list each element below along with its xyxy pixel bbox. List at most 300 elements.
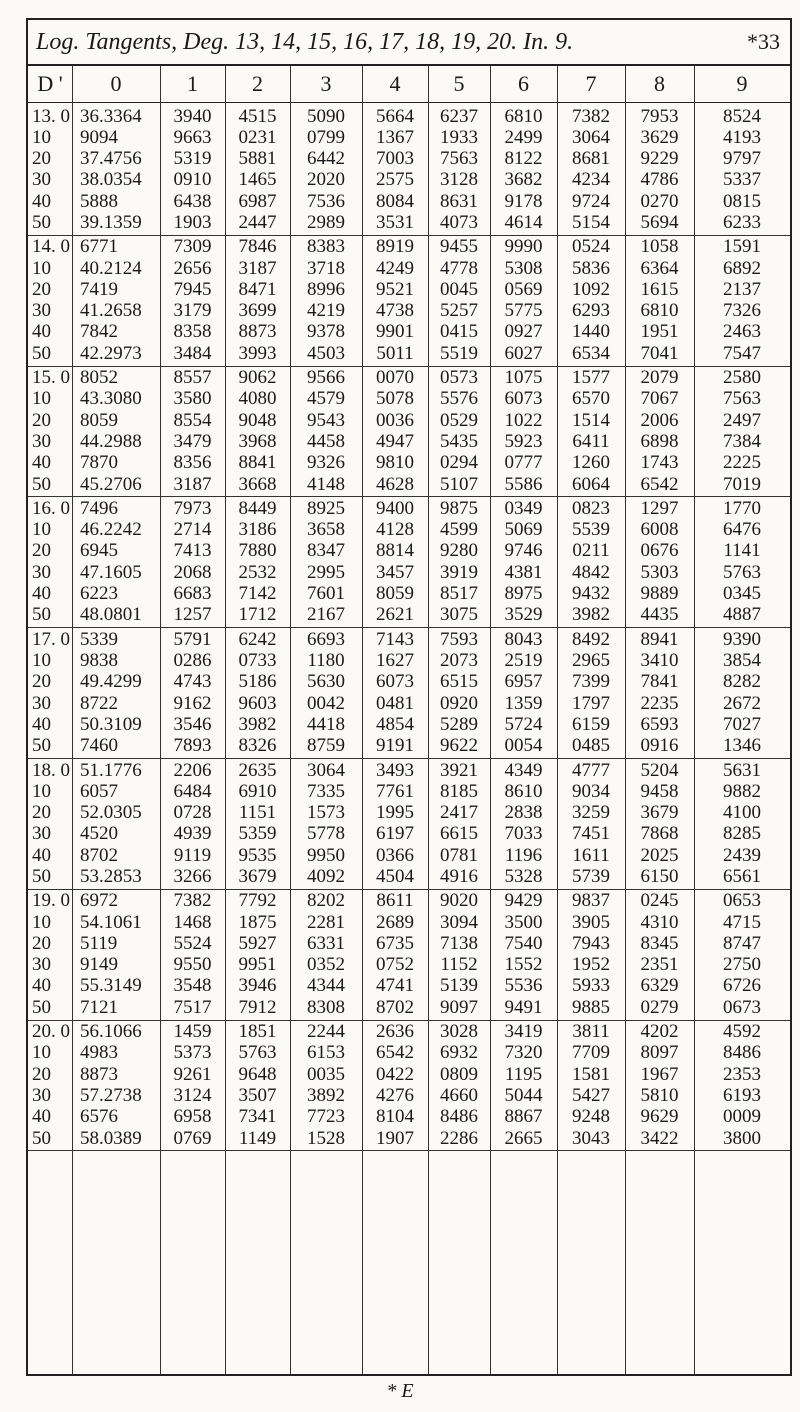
log-value-cell: 2079 — [640, 367, 679, 389]
log-value-cell: 4128 — [376, 519, 414, 541]
log-value-cell: 5337 — [723, 169, 761, 191]
table-row — [28, 583, 790, 604]
table-row — [28, 367, 790, 388]
column-rule — [362, 66, 363, 1374]
log-value-cell: 0286 — [173, 649, 212, 671]
log-value-cell: 1552 — [504, 954, 543, 976]
log-value-cell: 8996 — [307, 278, 345, 300]
log-value-cell: 9458 — [640, 780, 679, 802]
minute-label: 20 — [32, 802, 51, 824]
log-value-cell: 9491 — [504, 996, 543, 1018]
minute-label: 10 — [32, 388, 51, 410]
table-row — [28, 388, 790, 409]
log-value-cell: 8941 — [640, 628, 679, 650]
table-row — [28, 300, 790, 321]
table-row — [28, 671, 790, 692]
log-value-cell: 3419 — [504, 1021, 543, 1043]
log-value-cell: 5303 — [640, 561, 679, 583]
log-value-cell: 6073 — [504, 388, 543, 410]
log-value-cell: 1075 — [504, 367, 543, 389]
log-value-cell: 7496 — [80, 497, 118, 519]
log-value-cell: 8702 — [80, 844, 118, 866]
log-value-cell: 2499 — [504, 126, 543, 148]
log-value-cell: 40.2124 — [80, 257, 142, 279]
table-row — [28, 912, 790, 933]
minute-label: 40 — [32, 713, 51, 735]
log-value-cell: 4778 — [440, 257, 478, 279]
log-value-cell: 3946 — [238, 975, 277, 997]
log-value-cell: 3982 — [238, 713, 277, 735]
log-value-cell: 5933 — [572, 975, 610, 997]
log-value-cell: 7382 — [572, 105, 610, 127]
table-row — [28, 127, 790, 148]
log-value-cell: 7460 — [80, 735, 118, 757]
log-value-cell: 5539 — [572, 519, 610, 541]
log-value-cell: 5631 — [723, 759, 761, 781]
log-value-cell: 1180 — [307, 649, 345, 671]
log-value-cell: 0769 — [173, 1127, 212, 1149]
log-value-cell: 1346 — [723, 735, 761, 757]
log-value-cell: 5664 — [376, 105, 414, 127]
log-value-cell: 4435 — [640, 604, 679, 626]
log-value-cell: 1465 — [238, 169, 277, 191]
log-value-cell: 8814 — [376, 540, 414, 562]
log-value-cell: 3718 — [307, 257, 345, 279]
log-value-cell: 3028 — [440, 1021, 478, 1043]
log-value-cell: 1092 — [572, 278, 610, 300]
log-value-cell: 9535 — [238, 844, 277, 866]
log-value-cell: 0676 — [640, 540, 679, 562]
log-value-cell: 8052 — [80, 367, 118, 389]
log-value-cell: 4628 — [376, 473, 414, 495]
log-value-cell: 4738 — [376, 300, 414, 322]
log-value-cell: 5630 — [307, 671, 345, 693]
log-value-cell: 44.2988 — [80, 430, 142, 452]
log-value-cell: 2447 — [238, 212, 277, 233]
log-value-cell: 3993 — [238, 342, 277, 364]
log-value-cell: 1151 — [238, 802, 277, 824]
log-value-cell: 8356 — [173, 452, 212, 474]
log-value-cell: 6159 — [572, 713, 610, 735]
log-value-cell: 0823 — [572, 497, 610, 519]
log-value-cell: 1367 — [376, 126, 414, 148]
log-value-cell: 5888 — [80, 190, 118, 212]
column-header-1: 0 — [110, 71, 122, 96]
table-frame — [26, 18, 792, 1376]
log-value-cell: 9248 — [572, 1106, 610, 1128]
log-value-cell: 3546 — [173, 713, 212, 735]
log-value-cell: 8059 — [376, 583, 414, 605]
log-value-cell: 5427 — [572, 1084, 610, 1106]
log-value-cell: 1952 — [572, 954, 610, 976]
table-row — [28, 845, 790, 866]
log-value-cell: 8282 — [723, 671, 761, 693]
log-value-cell: 5339 — [80, 628, 118, 650]
log-value-cell: 4148 — [307, 473, 345, 495]
log-value-cell: 3682 — [504, 169, 543, 191]
log-value-cell: 6438 — [173, 190, 212, 212]
log-value-cell: 6683 — [173, 583, 212, 605]
log-value-cell: 6442 — [307, 148, 345, 170]
log-value-cell: 4515 — [238, 105, 277, 127]
log-value-cell: 6945 — [80, 540, 118, 562]
log-value-cell: 2636 — [376, 1021, 414, 1043]
log-value-cell: 7893 — [173, 735, 212, 757]
minute-label: 40 — [32, 452, 51, 474]
log-value-cell: 2351 — [640, 954, 679, 976]
log-value-cell: 3699 — [238, 300, 277, 322]
log-value-cell: 0345 — [723, 583, 761, 605]
log-value-cell: 9901 — [376, 321, 414, 343]
table-row — [28, 1042, 790, 1063]
log-value-cell: 1514 — [572, 409, 610, 431]
degree-block-18 — [28, 758, 790, 890]
log-value-cell: 9261 — [173, 1063, 212, 1085]
log-value-cell: 7709 — [572, 1042, 610, 1064]
log-value-cell: 4777 — [572, 759, 610, 781]
table-row — [28, 823, 790, 844]
log-value-cell: 3811 — [572, 1021, 610, 1043]
log-value-cell: 0366 — [376, 844, 414, 866]
log-value-cell: 2006 — [640, 409, 679, 431]
table-row — [28, 954, 790, 975]
log-value-cell: 4660 — [440, 1084, 478, 1106]
log-value-cell: 41.2658 — [80, 300, 142, 322]
log-value-cell: 2235 — [640, 692, 679, 714]
log-value-cell: 8492 — [572, 628, 610, 650]
log-value-cell: 38.0354 — [80, 169, 142, 191]
log-value-cell: 7413 — [173, 540, 212, 562]
log-value-cell: 9885 — [572, 996, 610, 1018]
log-value-cell: 1591 — [723, 236, 761, 258]
log-value-cell: 4786 — [640, 169, 679, 191]
log-value-cell: 7601 — [307, 583, 345, 605]
log-value-cell: 9622 — [440, 735, 478, 757]
table-row — [28, 321, 790, 342]
log-value-cell: 6910 — [238, 780, 277, 802]
log-value-cell: 3457 — [376, 561, 414, 583]
log-value-cell: 2532 — [238, 561, 277, 583]
log-value-cell: 57.2738 — [80, 1084, 142, 1106]
log-value-cell: 4579 — [307, 388, 345, 410]
log-value-cell: 6735 — [376, 932, 414, 954]
log-value-cell: 5186 — [238, 671, 277, 693]
minute-label: 20 — [32, 148, 51, 170]
log-value-cell: 1195 — [504, 1063, 543, 1085]
log-value-cell: 5319 — [173, 148, 212, 170]
log-value-cell: 0524 — [572, 236, 610, 258]
log-value-cell: 7593 — [440, 628, 478, 650]
log-value-cell: 37.4756 — [80, 148, 142, 170]
log-value-cell: 5119 — [80, 932, 118, 954]
log-value-cell: 9162 — [173, 692, 212, 714]
column-header-row — [28, 66, 790, 103]
column-header-4: 3 — [320, 71, 332, 96]
minute-label: 40 — [32, 975, 51, 997]
column-rule — [428, 66, 429, 1374]
log-value-cell: 3479 — [173, 430, 212, 452]
table-row — [28, 169, 790, 190]
minute-label: 40 — [32, 844, 51, 866]
log-value-cell: 2635 — [238, 759, 277, 781]
log-value-cell: 2439 — [723, 844, 761, 866]
log-value-cell: 6810 — [640, 300, 679, 322]
minute-label: 30 — [32, 561, 51, 583]
log-value-cell: 8975 — [504, 583, 543, 605]
table-row — [28, 650, 790, 671]
minute-label: 10 — [32, 649, 51, 671]
log-value-cell: 8610 — [504, 780, 543, 802]
log-value-cell: 3968 — [238, 430, 277, 452]
log-value-cell: 2519 — [504, 649, 543, 671]
column-rule — [72, 66, 73, 1374]
log-value-cell: 8059 — [80, 409, 118, 431]
minute-label: 16. 0 — [32, 497, 70, 519]
log-value-cell: 7912 — [238, 996, 277, 1018]
log-value-cell: 6892 — [723, 257, 761, 279]
log-value-cell: 3043 — [572, 1127, 610, 1149]
log-value-cell: 0733 — [238, 649, 277, 671]
log-value-cell: 9543 — [307, 409, 345, 431]
log-value-cell: 2463 — [723, 321, 761, 343]
log-value-cell: 0529 — [440, 409, 478, 431]
minute-label: 50 — [32, 212, 51, 233]
log-value-cell: 4947 — [376, 430, 414, 452]
log-value-cell: 7945 — [173, 278, 212, 300]
log-value-cell: 6515 — [440, 671, 478, 693]
minute-label: 10 — [32, 126, 51, 148]
log-value-cell: 7723 — [307, 1106, 345, 1128]
minute-label: 10 — [32, 911, 51, 933]
column-rule — [290, 66, 291, 1374]
log-value-cell: 3629 — [640, 126, 679, 148]
log-value-cell: 0042 — [307, 692, 345, 714]
log-value-cell: 3800 — [723, 1127, 761, 1149]
log-value-cell: 9951 — [238, 954, 277, 976]
log-value-cell: 1627 — [376, 649, 414, 671]
log-value-cell: 6073 — [376, 671, 414, 693]
log-value-cell: 0070 — [376, 367, 414, 389]
log-value-cell: 5524 — [173, 932, 212, 954]
log-value-cell: 7870 — [80, 452, 118, 474]
log-value-cell: 7943 — [572, 932, 610, 954]
log-value-cell: 9048 — [238, 409, 277, 431]
log-value-cell: 9875 — [440, 497, 478, 519]
log-value-cell: 0653 — [723, 890, 761, 912]
log-value-cell: 9378 — [307, 321, 345, 343]
log-value-cell: 3179 — [173, 300, 212, 322]
log-value-cell: 9566 — [307, 367, 345, 389]
table-row — [28, 212, 790, 233]
log-value-cell: 4349 — [504, 759, 543, 781]
log-value-cell: 7143 — [376, 628, 414, 650]
log-value-cell: 4202 — [640, 1021, 679, 1043]
log-value-cell: 6987 — [238, 190, 277, 212]
log-value-cell: 6898 — [640, 430, 679, 452]
column-header-8: 7 — [585, 71, 597, 96]
table-row — [28, 975, 790, 996]
log-value-cell: 49.4299 — [80, 671, 142, 693]
minute-label: 30 — [32, 169, 51, 191]
degree-block-15 — [28, 366, 790, 498]
log-value-cell: 0752 — [376, 954, 414, 976]
log-value-cell: 0036 — [376, 409, 414, 431]
log-value-cell: 2750 — [723, 954, 761, 976]
log-value-cell: 8285 — [723, 823, 761, 845]
table-row — [28, 1085, 790, 1106]
minute-label: 50 — [32, 473, 51, 495]
page-number: *33 — [747, 29, 780, 54]
log-value-cell: 0777 — [504, 452, 543, 474]
log-value-cell: 5778 — [307, 823, 345, 845]
log-value-cell: 3892 — [307, 1084, 345, 1106]
log-value-cell: 8185 — [440, 780, 478, 802]
log-value-cell: 6364 — [640, 257, 679, 279]
table-row — [28, 519, 790, 540]
table-row — [28, 562, 790, 583]
minute-label: 20 — [32, 540, 51, 562]
log-value-cell: 46.2242 — [80, 519, 142, 541]
minute-label: 50 — [32, 1127, 51, 1149]
degree-block-20 — [28, 1020, 790, 1152]
table-row — [28, 997, 790, 1018]
log-value-cell: 58.0389 — [80, 1127, 142, 1149]
log-value-cell: 1152 — [440, 954, 478, 976]
log-value-cell: 7384 — [723, 430, 761, 452]
log-value-cell: 8486 — [723, 1042, 761, 1064]
log-value-cell: 0009 — [723, 1106, 761, 1128]
log-value-cell: 4276 — [376, 1084, 414, 1106]
log-value-cell: 6570 — [572, 388, 610, 410]
log-value-cell: 4503 — [307, 342, 345, 364]
log-value-cell: 5308 — [504, 257, 543, 279]
log-value-cell: 3580 — [173, 388, 212, 410]
log-value-cell: 0481 — [376, 692, 414, 714]
log-value-cell: 9280 — [440, 540, 478, 562]
table-row — [28, 452, 790, 473]
log-value-cell: 9746 — [504, 540, 543, 562]
log-value-cell: 42.2973 — [80, 342, 142, 364]
minute-label: 50 — [32, 866, 51, 887]
log-value-cell: 3905 — [572, 911, 610, 933]
log-value-cell: 2073 — [440, 649, 478, 671]
log-value-cell: 0910 — [173, 169, 212, 191]
log-value-cell: 3940 — [173, 105, 212, 127]
minute-label: 10 — [32, 257, 51, 279]
log-value-cell: 9432 — [572, 583, 610, 605]
table-row — [28, 693, 790, 714]
log-value-cell: 5576 — [440, 388, 478, 410]
log-value-cell: 7841 — [640, 671, 679, 693]
log-value-cell: 5536 — [504, 975, 543, 997]
log-value-cell: 3500 — [504, 911, 543, 933]
table-row — [28, 629, 790, 650]
log-value-cell: 7547 — [723, 342, 761, 364]
log-value-cell: 4854 — [376, 713, 414, 735]
log-value-cell: 2689 — [376, 911, 414, 933]
log-value-cell: 7121 — [80, 996, 118, 1018]
minute-label: 50 — [32, 735, 51, 757]
log-value-cell: 1440 — [572, 321, 610, 343]
log-value-cell: 8104 — [376, 1106, 414, 1128]
table-row — [28, 714, 790, 735]
log-value-cell: 7451 — [572, 823, 610, 845]
column-rule — [160, 66, 161, 1374]
log-value-cell: 2206 — [173, 759, 212, 781]
log-value-cell: 7003 — [376, 148, 414, 170]
table-row — [28, 933, 790, 954]
log-value-cell: 0799 — [307, 126, 345, 148]
minute-label: 30 — [32, 692, 51, 714]
log-value-cell: 9724 — [572, 190, 610, 212]
log-value-cell: 1459 — [173, 1021, 212, 1043]
log-value-cell: 4520 — [80, 823, 118, 845]
minute-label: 20 — [32, 409, 51, 431]
minute-label: 10 — [32, 519, 51, 541]
log-value-cell: 36.3364 — [80, 105, 142, 127]
log-value-cell: 8702 — [376, 996, 414, 1018]
log-value-cell: 2137 — [723, 278, 761, 300]
log-value-cell: 2665 — [504, 1127, 543, 1149]
log-value-cell: 56.1066 — [80, 1021, 142, 1043]
log-value-cell: 7041 — [640, 342, 679, 364]
log-value-cell: 6726 — [723, 975, 761, 997]
log-value-cell: 2989 — [307, 212, 345, 233]
log-value-cell: 5090 — [307, 105, 345, 127]
log-value-cell: 6329 — [640, 975, 679, 997]
log-value-cell: 2020 — [307, 169, 345, 191]
log-value-cell: 8084 — [376, 190, 414, 212]
minute-label: 20 — [32, 278, 51, 300]
minute-label: 50 — [32, 604, 51, 626]
log-value-cell: 1196 — [504, 844, 543, 866]
log-value-cell: 9149 — [80, 954, 118, 976]
log-value-cell: 2497 — [723, 409, 761, 431]
log-value-cell: 9663 — [173, 126, 212, 148]
log-value-cell: 5139 — [440, 975, 478, 997]
table-row — [28, 191, 790, 212]
log-value-cell: 8722 — [80, 692, 118, 714]
table-row — [28, 474, 790, 495]
log-value-cell: 6972 — [80, 890, 118, 912]
log-value-cell: 9326 — [307, 452, 345, 474]
log-value-cell: 1851 — [238, 1021, 277, 1043]
log-value-cell: 3854 — [723, 649, 761, 671]
log-value-cell: 5881 — [238, 148, 277, 170]
log-value-cell: 6542 — [376, 1042, 414, 1064]
log-value-cell: 6057 — [80, 780, 118, 802]
log-value-cell: 6810 — [504, 105, 543, 127]
log-value-cell: 3529 — [504, 604, 543, 626]
log-value-cell: 0045 — [440, 278, 478, 300]
log-value-cell: 5107 — [440, 473, 478, 495]
log-value-cell: 9020 — [440, 890, 478, 912]
degree-block-13 — [28, 104, 790, 236]
degree-block-19 — [28, 889, 790, 1021]
log-value-cell: 3064 — [307, 759, 345, 781]
column-rule — [225, 66, 226, 1374]
log-value-cell: 6693 — [307, 628, 345, 650]
log-value-cell: 6008 — [640, 519, 679, 541]
log-value-cell: 6561 — [723, 866, 761, 887]
minute-label: 30 — [32, 430, 51, 452]
minute-label: 30 — [32, 1084, 51, 1106]
log-value-cell: 4614 — [504, 212, 543, 233]
log-value-cell: 8517 — [440, 583, 478, 605]
column-rule — [490, 66, 491, 1374]
log-value-cell: 5435 — [440, 430, 478, 452]
log-value-cell: 8449 — [238, 497, 277, 519]
